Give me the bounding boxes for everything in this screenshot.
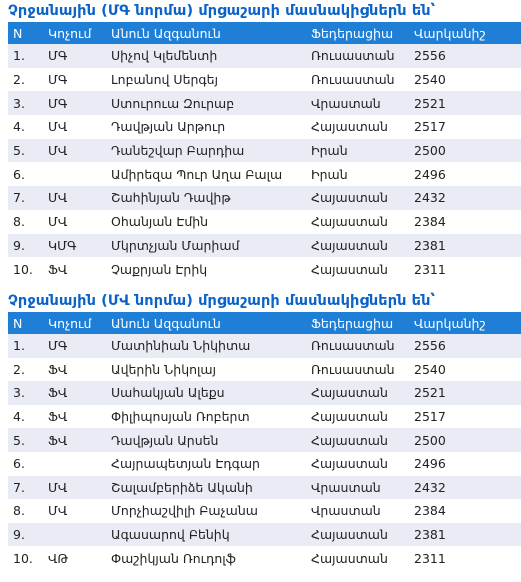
number-cell: 4. bbox=[13, 119, 25, 135]
title-cell: ՖՎ bbox=[48, 385, 68, 401]
federation-cell: Հայաստան bbox=[311, 119, 388, 135]
table-header bbox=[8, 22, 521, 44]
title-cell: ՖՎ bbox=[48, 409, 68, 425]
table-row bbox=[8, 428, 521, 452]
table-row bbox=[8, 115, 521, 139]
number-cell: 3. bbox=[13, 95, 25, 111]
number-cell: 9. bbox=[13, 237, 25, 253]
title-cell: ՄՎ bbox=[48, 503, 68, 519]
table-row bbox=[8, 452, 521, 476]
number-cell: 2. bbox=[13, 361, 25, 377]
federation-cell: Հայաստան bbox=[311, 237, 388, 253]
rating-cell: 2521 bbox=[414, 385, 446, 401]
table-row bbox=[8, 234, 521, 258]
name-cell: Շալամբերիձե Ականի bbox=[111, 479, 253, 495]
title-cell: ՎԹ bbox=[48, 550, 69, 566]
table-row bbox=[8, 358, 521, 382]
section-title: Չրջանային (ՄԳ նորմա) մրցաշարի մասնակիցներն են՝ bbox=[8, 3, 436, 19]
header-federation: Ֆեդերացիա bbox=[311, 315, 394, 331]
name-cell: Ավերին Նիկոլայ bbox=[111, 361, 217, 377]
number-cell: 7. bbox=[13, 190, 25, 206]
title-cell: ՄՎ bbox=[48, 190, 68, 206]
header-number: N bbox=[13, 315, 23, 331]
number-cell: 2. bbox=[13, 72, 25, 88]
name-cell: Օհանյան Էմին bbox=[111, 214, 209, 230]
header-name: Անուն Ազգանուն bbox=[111, 315, 221, 331]
rating-cell: 2384 bbox=[414, 503, 446, 519]
name-cell: Սահակյան Ալեքս bbox=[111, 385, 225, 401]
number-cell: 5. bbox=[13, 143, 25, 159]
header-federation: Ֆեդերացիա bbox=[311, 25, 394, 41]
name-cell: Մատինիան Նիկիտա bbox=[111, 338, 251, 354]
title-cell: ՄԳ bbox=[48, 338, 68, 354]
rating-cell: 2311 bbox=[414, 550, 446, 566]
federation-cell: Հայաստան bbox=[311, 456, 388, 472]
table-row bbox=[8, 334, 521, 358]
header-number: N bbox=[13, 25, 23, 41]
header-rating: Վարկանիշ bbox=[414, 315, 486, 331]
name-cell: Ամիրեզա Պուր Աղա Բալա bbox=[111, 166, 283, 182]
name-cell: Փաշիկյան Ռուդոլֆ bbox=[111, 550, 236, 566]
federation-cell: Հայաստան bbox=[311, 385, 388, 401]
number-cell: 1. bbox=[13, 48, 25, 64]
section-mg-norm bbox=[0, 0, 521, 281]
title-cell: ՄՎ bbox=[48, 143, 68, 159]
federation-cell: Ռուսաստան bbox=[311, 338, 395, 354]
name-cell: Հայրապետյան Էդգար bbox=[111, 456, 260, 472]
rating-cell: 2311 bbox=[414, 261, 446, 277]
number-cell: 3. bbox=[13, 385, 25, 401]
participants-table bbox=[8, 312, 521, 570]
federation-cell: Հայաստան bbox=[311, 527, 388, 543]
title-cell: ՄՎ bbox=[48, 214, 68, 230]
rating-cell: 2500 bbox=[414, 143, 446, 159]
name-cell: Ագասարով Բենիկ bbox=[111, 527, 230, 543]
table-row bbox=[8, 523, 521, 547]
title-cell bbox=[43, 162, 106, 186]
header-title: Կոչում bbox=[48, 315, 92, 331]
number-cell: 9. bbox=[13, 527, 25, 543]
title-cell: ՖՎ bbox=[48, 432, 68, 448]
federation-cell: Հայաստան bbox=[311, 214, 388, 230]
table-row bbox=[8, 186, 521, 210]
number-cell: 6. bbox=[13, 166, 25, 182]
rating-cell: 2517 bbox=[414, 409, 446, 425]
table-row bbox=[8, 499, 521, 523]
section-mv-norm bbox=[0, 290, 521, 570]
rating-cell: 2381 bbox=[414, 527, 446, 543]
title-cell: ՄԳ bbox=[48, 95, 68, 111]
name-cell: Մորչիաշվիլի Բաչանա bbox=[111, 503, 258, 519]
number-cell: 7. bbox=[13, 479, 25, 495]
title-cell: ՄՎ bbox=[48, 479, 68, 495]
table-row bbox=[8, 162, 521, 186]
federation-cell: Վրաստան bbox=[311, 95, 381, 111]
table-row bbox=[8, 476, 521, 500]
federation-cell: Ռուսաստան bbox=[311, 361, 395, 377]
number-cell: 8. bbox=[13, 503, 25, 519]
table-row bbox=[8, 381, 521, 405]
table-row bbox=[8, 210, 521, 234]
rating-cell: 2500 bbox=[414, 432, 446, 448]
participants-table bbox=[8, 22, 521, 281]
federation-cell: Հայաստան bbox=[311, 409, 388, 425]
name-cell: Ստուրուա Զուրաբ bbox=[111, 95, 235, 111]
title-cell: ՄԳ bbox=[48, 48, 68, 64]
rating-cell: 2384 bbox=[414, 214, 446, 230]
federation-cell: Հայաստան bbox=[311, 190, 388, 206]
title-cell: ՖՎ bbox=[48, 361, 68, 377]
federation-cell: Հայաստան bbox=[311, 432, 388, 448]
name-cell: Սիչով Կլեմենտի bbox=[111, 48, 218, 64]
header-name: Անուն Ազգանուն bbox=[111, 25, 221, 41]
title-cell: ՖՎ bbox=[48, 261, 68, 277]
rating-cell: 2432 bbox=[414, 190, 446, 206]
header-title: Կոչում bbox=[48, 25, 92, 41]
title-cell: ԿՄԳ bbox=[48, 237, 77, 253]
rating-cell: 2540 bbox=[414, 72, 446, 88]
federation-cell: Վրաստան bbox=[311, 503, 381, 519]
title-cell bbox=[43, 452, 106, 476]
rating-cell: 2517 bbox=[414, 119, 446, 135]
federation-cell: Ռուսաստան bbox=[311, 72, 395, 88]
name-cell: Չաքրյան Էրիկ bbox=[111, 261, 208, 277]
table-row bbox=[8, 257, 521, 281]
name-cell: Դանեշվար Բարդիա bbox=[111, 143, 245, 159]
name-cell: Դավթյան Արսեն bbox=[111, 432, 219, 448]
federation-cell: Ռուսաստան bbox=[311, 48, 395, 64]
section-title: Չրջանային (ՄՎ նորմա) մրցաշարի մասնակիցներն են՝ bbox=[8, 293, 436, 309]
name-cell: Փիլիպոսյան Ռոբերտ bbox=[111, 409, 250, 425]
number-cell: 5. bbox=[13, 432, 25, 448]
number-cell: 6. bbox=[13, 456, 25, 472]
table-row bbox=[8, 405, 521, 429]
rating-cell: 2521 bbox=[414, 95, 446, 111]
rating-cell: 2496 bbox=[414, 456, 446, 472]
name-cell: Շահինյան Դավիթ bbox=[111, 190, 231, 206]
federation-cell: Հայաստան bbox=[311, 550, 388, 566]
number-cell: 4. bbox=[13, 409, 25, 425]
number-cell: 8. bbox=[13, 214, 25, 230]
table-row bbox=[8, 91, 521, 115]
federation-cell: Վրաստան bbox=[311, 479, 381, 495]
federation-cell: Իրան bbox=[311, 143, 348, 159]
header-rating: Վարկանիշ bbox=[414, 25, 486, 41]
title-cell: ՄԳ bbox=[48, 72, 68, 88]
number-cell: 10. bbox=[13, 550, 33, 566]
rating-cell: 2556 bbox=[414, 48, 446, 64]
table-row bbox=[8, 546, 521, 570]
rating-cell: 2496 bbox=[414, 166, 446, 182]
federation-cell: Իրան bbox=[311, 166, 348, 182]
rating-cell: 2381 bbox=[414, 237, 446, 253]
federation-cell: Հայաստան bbox=[311, 261, 388, 277]
number-cell: 1. bbox=[13, 338, 25, 354]
title-cell: ՄՎ bbox=[48, 119, 68, 135]
rating-cell: 2556 bbox=[414, 338, 446, 354]
table-row bbox=[8, 139, 521, 163]
name-cell: Լոբանով Սերգեյ bbox=[111, 72, 218, 88]
name-cell: Դավթյան Արթուր bbox=[111, 119, 226, 135]
table-row bbox=[8, 68, 521, 92]
rating-cell: 2432 bbox=[414, 479, 446, 495]
table-header bbox=[8, 312, 521, 334]
title-cell bbox=[43, 523, 106, 547]
table-row bbox=[8, 44, 521, 68]
rating-cell: 2540 bbox=[414, 361, 446, 377]
number-cell: 10. bbox=[13, 261, 33, 277]
name-cell: Մկրտչյան Մարիամ bbox=[111, 237, 240, 253]
